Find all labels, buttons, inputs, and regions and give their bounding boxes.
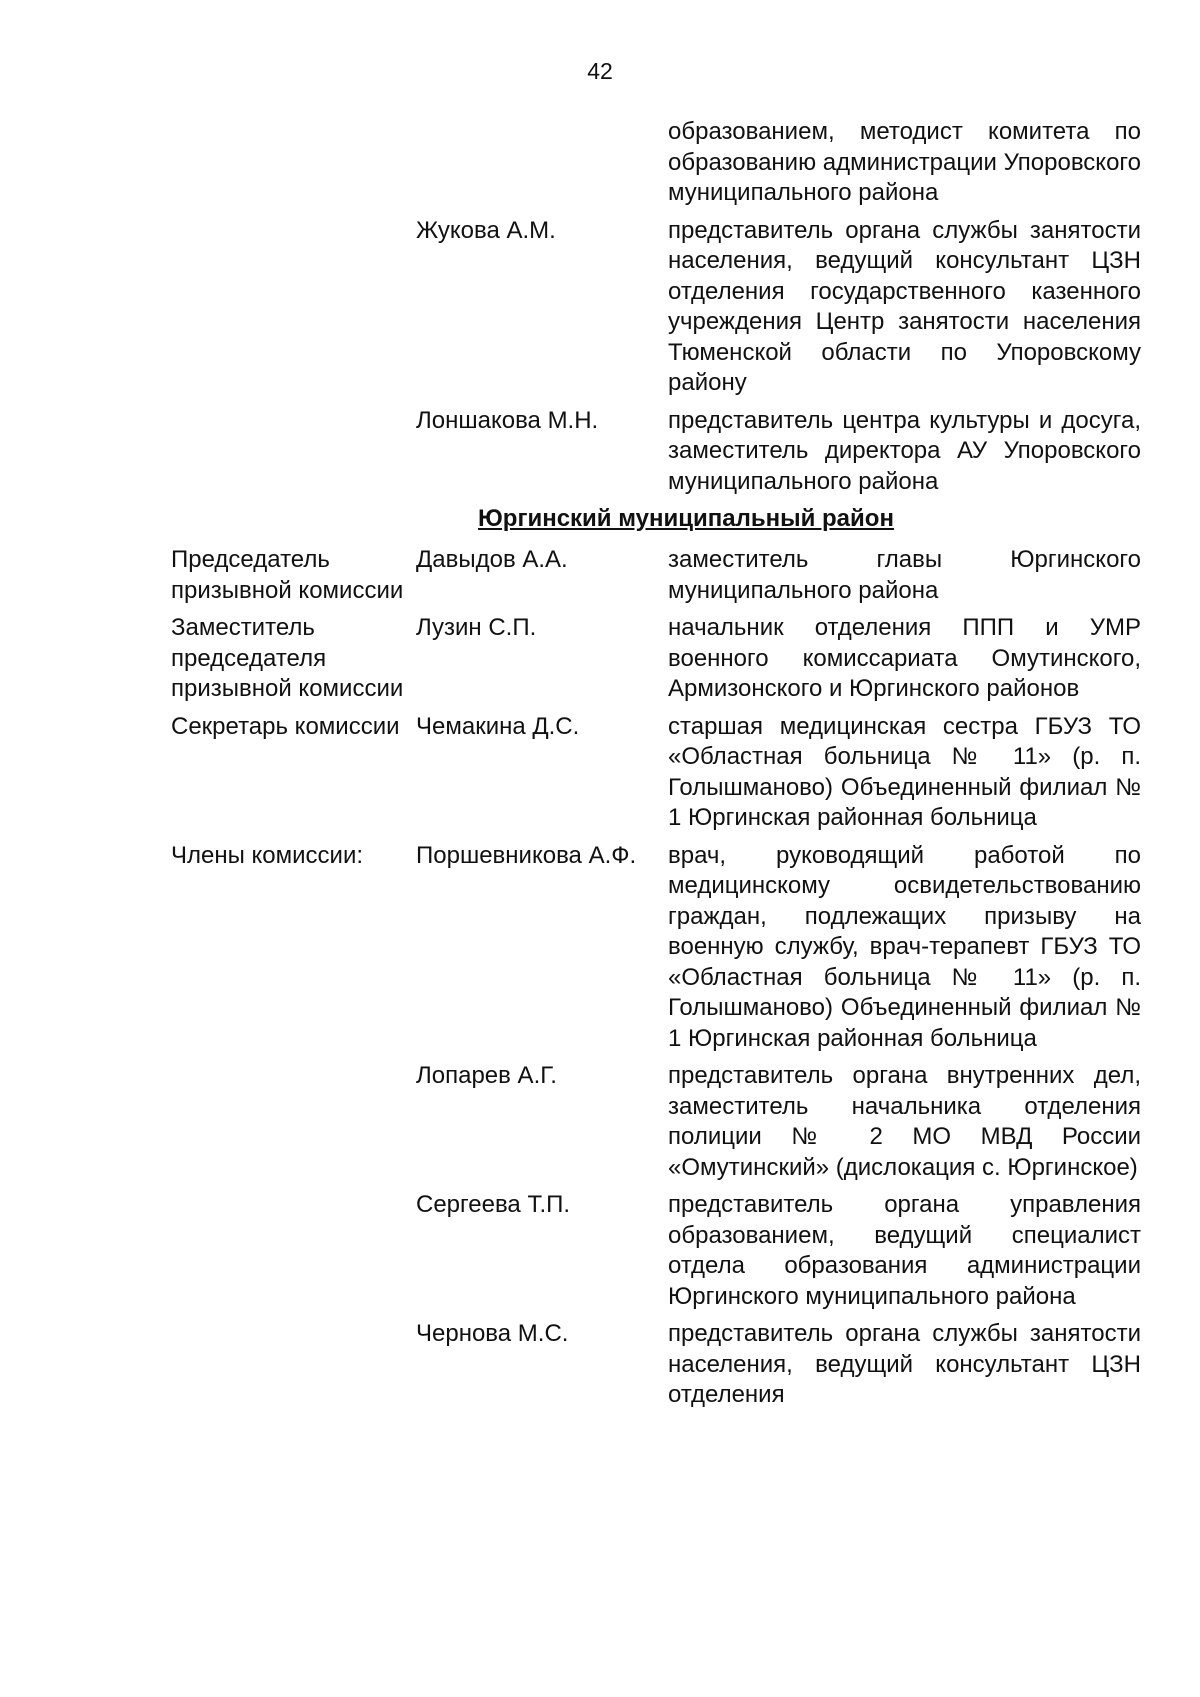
member-row <box>171 545 1141 606</box>
description-cell: представитель центра культуры и досуга, заместитель директора АУ Упоровского муниципального района <box>668 406 1141 495</box>
section-heading: Юргинский муниципальный район <box>478 505 894 532</box>
description-cell: старшая медицинская сестра ГБУЗ ТО «Областная больница № 11» (р. п. Голышманово) Объединенный филиал № 1 Юргинская районная больница <box>668 712 1141 831</box>
member-row <box>171 712 1141 834</box>
member-row <box>171 406 1141 498</box>
description-cell: представитель органа службы занятости населения, ведущий консультант ЦЗН отделения <box>668 1320 1141 1408</box>
role-cell: Секретарь комиссии <box>171 712 400 740</box>
role-cell: Заместитель председателя призывной комиссии <box>171 614 404 702</box>
member-row <box>171 841 1141 1055</box>
member-row <box>171 216 1141 399</box>
name-cell: Жукова А.М. <box>416 216 556 244</box>
description-cell: представитель органа службы занятости населения, ведущий консультант ЦЗН отделения государственного казенного учреждения Центр занятости населения Тюменской области по Упоровскому району <box>668 216 1141 396</box>
name-cell: Лопарев А.Г. <box>416 1062 557 1089</box>
role-cell: Председатель призывной комиссии <box>171 546 404 604</box>
page-number: 42 <box>587 58 613 84</box>
member-row <box>171 613 1141 705</box>
name-cell: Поршевникова А.Ф. <box>416 841 637 869</box>
name-cell: Чернова М.С. <box>416 1320 569 1347</box>
member-row <box>171 1061 1141 1183</box>
description-cell: представитель органа управления образованием, ведущий специалист отдела образования администрации Юргинского муниципального района <box>668 1191 1141 1310</box>
member-row <box>171 117 1141 209</box>
description-cell: начальник отделения ППП и УМР военного комиссариата Омутинского, Армизонского и Юргинского районов <box>668 614 1141 702</box>
name-cell: Давыдов А.А. <box>416 546 568 573</box>
name-cell: Лоншакова М.Н. <box>416 406 599 434</box>
document-body <box>171 117 1141 1418</box>
role-cell: Члены комиссии: <box>171 841 364 869</box>
name-cell: Чемакина Д.С. <box>416 712 580 740</box>
name-cell: Лузин С.П. <box>416 614 537 641</box>
member-row <box>171 1319 1141 1411</box>
description-cell: образованием, методист комитета по образованию администрации Упоровского муниципального района <box>668 118 1141 206</box>
description-cell: врач, руководящий работой по медицинскому освидетельствованию граждан, подлежащих призыву на военную службу, врач-терапевт ГБУЗ ТО «Областная больница № 11» (р. п. Голышманово) Объединенный филиал № 1 Юргинская районная больница <box>668 841 1141 1052</box>
description-cell: представитель органа внутренних дел, заместитель начальника отделения полиции № 2 МО МВД России «Омутинский» (дислокация с. Юргинское) <box>668 1062 1141 1181</box>
member-row <box>171 1190 1141 1312</box>
description-cell: заместитель главы Юргинского муниципального района <box>668 546 1141 604</box>
name-cell: Сергеева Т.П. <box>416 1191 571 1218</box>
